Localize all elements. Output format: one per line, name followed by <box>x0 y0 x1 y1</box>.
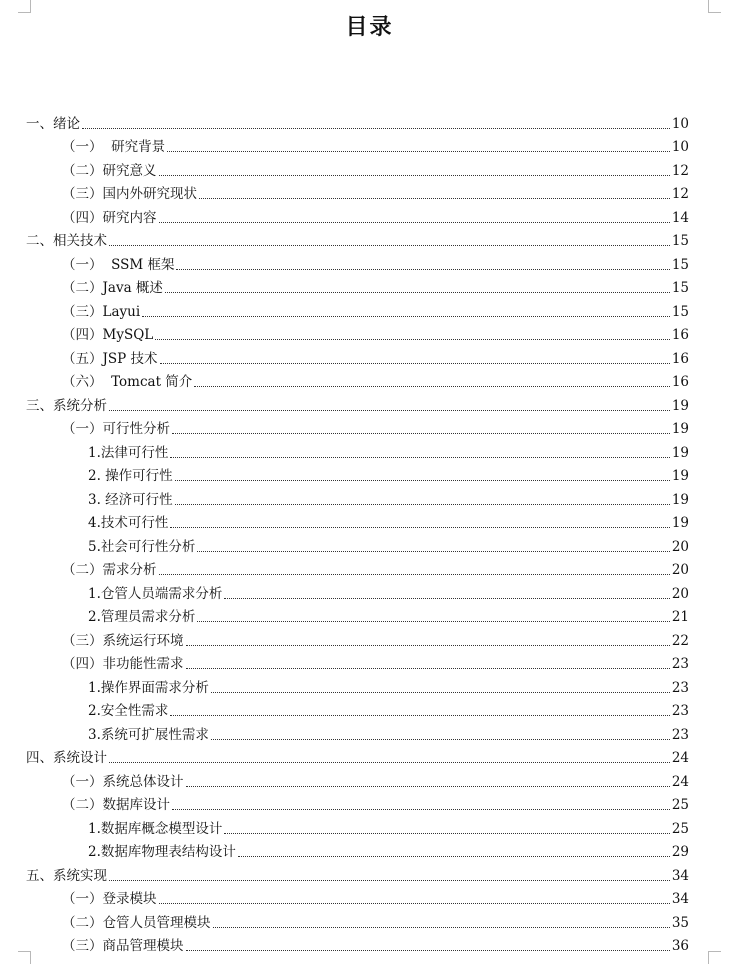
toc-page-number: 15 <box>671 280 689 296</box>
toc-entry-text: 三、系统分析 <box>26 397 107 414</box>
toc-page-number: 19 <box>671 491 689 508</box>
toc-entry-text: （一）登录模块 <box>62 891 157 907</box>
toc-entry-text: （三）Layui <box>62 303 141 320</box>
toc-dot-leader <box>186 645 670 646</box>
toc-dot-leader <box>167 151 670 152</box>
toc-dot-leader <box>142 316 670 317</box>
toc-dot-leader <box>170 715 669 716</box>
toc-entry-text: （三）商品管理模块 <box>62 938 184 954</box>
toc-dot-leader <box>109 245 670 246</box>
toc-entry-text: （二）需求分析 <box>62 562 157 578</box>
toc-entry-text: 1.操作界面需求分析 <box>88 679 209 696</box>
toc-dot-leader <box>160 363 670 364</box>
toc-page-number: 15 <box>671 256 689 273</box>
toc-page-number: 19 <box>671 397 689 414</box>
toc-entry-level-3[interactable] <box>0 437 739 461</box>
toc-dot-leader <box>155 339 670 340</box>
toc-dot-leader <box>165 292 670 293</box>
toc-entry-text: 5.社会可行性分析 <box>88 538 196 555</box>
toc-dot-leader <box>82 128 670 129</box>
toc-entry-level-1[interactable] <box>0 390 739 414</box>
toc-dot-leader <box>109 410 670 411</box>
toc-entry-text: 1.仓管人员端需求分析 <box>88 585 223 602</box>
toc-entry-level-3[interactable] <box>0 484 739 508</box>
toc-entry-text: （一）系统总体设计 <box>62 773 184 790</box>
toc-dot-leader <box>170 457 669 458</box>
toc-page-number: 20 <box>671 562 689 578</box>
toc-dot-leader <box>199 198 670 199</box>
toc-entry-level-2[interactable] <box>0 790 739 814</box>
toc-entry-text: （五）JSP 技术 <box>62 350 158 367</box>
toc-entry-text: 五、系统实现 <box>26 867 107 884</box>
toc-entry-level-2[interactable] <box>0 884 739 908</box>
toc-dot-leader <box>197 551 669 552</box>
toc-entry-level-3[interactable] <box>0 837 739 861</box>
toc-page-number: 12 <box>671 186 689 202</box>
toc-entry-level-3[interactable] <box>0 696 739 720</box>
toc-page-number: 25 <box>671 797 689 813</box>
toc-page-number: 36 <box>671 938 689 954</box>
toc-page-number: 23 <box>671 703 689 719</box>
toc-page-number: 23 <box>671 726 689 743</box>
toc-entry-level-2[interactable] <box>0 132 739 156</box>
toc-page-number: 24 <box>671 773 689 790</box>
toc-dot-leader <box>109 762 670 763</box>
toc-entry-level-2[interactable] <box>0 625 739 649</box>
toc-entry-level-2[interactable] <box>0 343 739 367</box>
toc-dot-leader <box>159 903 670 904</box>
toc-page-number: 19 <box>671 515 689 531</box>
toc-page-number: 24 <box>671 750 689 766</box>
toc-entry-text: 3. 经济可行性 <box>88 491 173 508</box>
toc-page-number: 23 <box>671 679 689 696</box>
toc-entry-text: （四）研究内容 <box>62 209 157 226</box>
toc-page-number: 20 <box>671 538 689 555</box>
toc-page-number: 34 <box>671 867 689 884</box>
toc-dot-leader <box>175 504 670 505</box>
toc-entry-text: （二）研究意义 <box>62 162 157 179</box>
toc-entry-level-3[interactable] <box>0 461 739 485</box>
toc-page-number: 14 <box>671 209 689 226</box>
toc-entry-text: 1.法律可行性 <box>88 444 169 461</box>
toc-entry-text: （六） Tomcat 简介 <box>62 374 193 390</box>
toc-entry-level-2[interactable] <box>0 414 739 438</box>
toc-entry-text: 二、相关技术 <box>26 233 107 249</box>
toc-page-number: 19 <box>671 444 689 461</box>
toc-dot-leader <box>186 786 670 787</box>
toc-entry-level-2[interactable] <box>0 320 739 344</box>
toc-dot-leader <box>175 480 670 481</box>
toc-page-number: 25 <box>671 820 689 837</box>
toc-page-number: 16 <box>671 374 689 390</box>
toc-entry-level-1[interactable] <box>0 226 739 250</box>
toc-dot-leader <box>186 950 670 951</box>
toc-entry-text: （四）MySQL <box>62 327 154 343</box>
toc-entry-level-2[interactable] <box>0 367 739 391</box>
toc-entry-text: （一） 研究背景 <box>62 139 166 155</box>
toc-page-number: 20 <box>671 585 689 602</box>
toc-entry-text: （三）系统运行环境 <box>62 632 184 649</box>
toc-entry-level-3[interactable] <box>0 508 739 532</box>
toc-entry-level-1[interactable] <box>0 860 739 884</box>
toc-page-number: 15 <box>671 233 689 249</box>
toc-page-number: 16 <box>671 350 689 367</box>
toc-entry-level-2[interactable] <box>0 155 739 179</box>
toc-dot-leader <box>159 574 670 575</box>
toc-entry-text: 1.数据库概念模型设计 <box>88 820 223 837</box>
toc-entry-level-2[interactable] <box>0 179 739 203</box>
toc-dot-leader <box>224 833 669 834</box>
toc-entry-level-3[interactable] <box>0 672 739 696</box>
toc-entry-level-2[interactable] <box>0 907 739 931</box>
toc-entry-level-1[interactable] <box>0 108 739 132</box>
toc-entry-level-3[interactable] <box>0 719 739 743</box>
toc-entry-level-2[interactable] <box>0 649 739 673</box>
toc-entry-level-2[interactable] <box>0 931 739 955</box>
toc-page-number: 21 <box>671 609 689 625</box>
toc-entry-text: （二）仓管人员管理模块 <box>62 914 211 931</box>
toc-entry-text: （四）非功能性需求 <box>62 656 184 672</box>
toc-page-number: 29 <box>671 844 689 860</box>
toc-title: 目录 <box>345 14 394 40</box>
toc-entry-level-2[interactable] <box>0 249 739 273</box>
toc-dot-leader <box>170 527 669 528</box>
toc-entry-level-2[interactable] <box>0 202 739 226</box>
toc-page-number: 10 <box>671 139 689 155</box>
toc-dot-leader <box>211 692 670 693</box>
toc-entry-text: 2.数据库物理表结构设计 <box>88 844 236 860</box>
toc-entry-text: （三）国内外研究现状 <box>62 186 197 202</box>
toc-entry-text: （二）Java 概述 <box>62 280 163 296</box>
toc-dot-leader <box>211 739 670 740</box>
toc-entry-text: 3.系统可扩展性需求 <box>88 726 209 743</box>
toc-dot-leader <box>194 386 670 387</box>
toc-entry-level-3[interactable] <box>0 602 739 626</box>
toc-entry-text: 2.管理员需求分析 <box>88 609 196 625</box>
toc-page-number: 22 <box>671 632 689 649</box>
toc-page-number: 12 <box>671 162 689 179</box>
toc-entry-text: （一） SSM 框架 <box>62 256 175 273</box>
toc-entry-level-2[interactable] <box>0 555 739 579</box>
toc-dot-leader <box>159 222 670 223</box>
toc-page-number: 35 <box>671 914 689 931</box>
toc-page-number: 15 <box>671 303 689 320</box>
toc-entry-text: 四、系统设计 <box>26 750 107 766</box>
toc-dot-leader <box>186 668 670 669</box>
toc-dot-leader <box>159 175 670 176</box>
toc-entry-text: 2.安全性需求 <box>88 703 169 719</box>
toc-entry-text: （二）数据库设计 <box>62 797 170 813</box>
toc-entry-text: 4.技术可行性 <box>88 515 169 531</box>
toc-dot-leader <box>172 433 670 434</box>
table-of-contents <box>0 108 739 954</box>
toc-entry-text: （一）可行性分析 <box>62 421 170 437</box>
toc-entry-level-3[interactable] <box>0 531 739 555</box>
toc-page-number: 16 <box>671 327 689 343</box>
toc-dot-leader <box>213 927 670 928</box>
toc-entry-level-1[interactable] <box>0 743 739 767</box>
toc-page-number: 10 <box>671 115 689 132</box>
toc-entry-level-3[interactable] <box>0 813 739 837</box>
toc-dot-leader <box>109 880 670 881</box>
toc-page-number: 23 <box>671 656 689 672</box>
toc-dot-leader <box>176 269 669 270</box>
toc-entry-level-2[interactable] <box>0 766 739 790</box>
toc-dot-leader <box>238 856 670 857</box>
toc-entry-level-2[interactable] <box>0 296 739 320</box>
toc-page-number: 34 <box>671 891 689 907</box>
toc-page-number: 19 <box>671 421 689 437</box>
toc-entry-level-3[interactable] <box>0 578 739 602</box>
toc-entry-text: 一、绪论 <box>26 115 80 132</box>
toc-entry-level-2[interactable] <box>0 273 739 297</box>
toc-dot-leader <box>172 809 670 810</box>
toc-dot-leader <box>197 621 669 622</box>
toc-entry-text: 2. 操作可行性 <box>88 468 173 484</box>
toc-dot-leader <box>224 598 669 599</box>
toc-page-number: 19 <box>671 468 689 484</box>
